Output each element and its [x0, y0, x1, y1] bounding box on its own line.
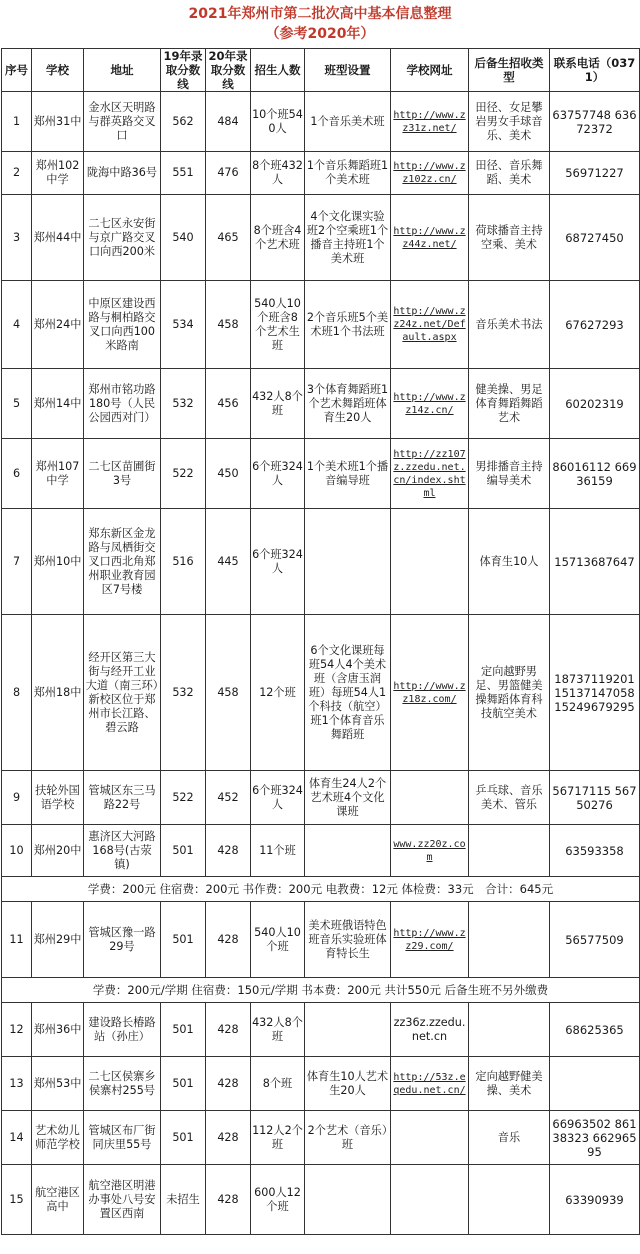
cell-backup: 荷球播音主持空乘、美术 — [469, 195, 550, 281]
cell-phone: 56717115 56750276 — [550, 771, 640, 825]
cell-classes: 1个音乐舞蹈班1个美术班 — [305, 152, 391, 195]
cell-phone: 68727450 — [550, 195, 640, 281]
cell-score19: 未招生 — [161, 1165, 206, 1235]
cell-enroll: 8个班 — [251, 1057, 305, 1111]
cell-score19: 551 — [161, 152, 206, 195]
cell-score20: 428 — [206, 902, 251, 978]
cell-url-link[interactable]: http://www.zz31z.net/ — [391, 92, 469, 152]
cell-phone: 56971227 — [550, 152, 640, 195]
cell-school: 郑州20中 — [32, 825, 84, 877]
table-row — [2, 281, 640, 369]
cell-classes — [305, 1003, 391, 1057]
cell-phone: 67627293 — [550, 281, 640, 369]
table-row — [2, 195, 640, 281]
school-info-table — [1, 48, 640, 1235]
table-row — [2, 771, 640, 825]
cell-address: 惠济区大河路168号(古荥镇) — [84, 825, 161, 877]
cell-phone: 63757748 63672372 — [550, 92, 640, 152]
cell-url-link[interactable]: www.zz20z.com — [391, 825, 469, 877]
cell-backup — [469, 1003, 550, 1057]
cell-no: 15 — [2, 1165, 32, 1235]
cell-school: 郑州14中 — [32, 369, 84, 439]
cell-address: 二七区苗圃街3号 — [84, 439, 161, 509]
header-score19: 19年录取分数线 — [161, 49, 206, 92]
table-row — [2, 439, 640, 509]
cell-no: 3 — [2, 195, 32, 281]
cell-school: 郑州102中学 — [32, 152, 84, 195]
cell-school: 郑州24中 — [32, 281, 84, 369]
cell-school: 郑州18中 — [32, 615, 84, 771]
table-row — [2, 1003, 640, 1057]
cell-classes: 体育生24人2个艺术班4个文化课班 — [305, 771, 391, 825]
cell-score20: 428 — [206, 1057, 251, 1111]
cell-backup: 田径、音乐舞蹈、美术 — [469, 152, 550, 195]
cell-backup: 音乐 — [469, 1111, 550, 1165]
cell-url — [391, 1165, 469, 1235]
document-subtitle: （参考2020年） — [265, 26, 375, 42]
table-row — [2, 369, 640, 439]
table-row — [2, 152, 640, 195]
cell-score20: 484 — [206, 92, 251, 152]
fee-row — [2, 877, 640, 902]
cell-backup: 健美操、男足体育舞蹈舞蹈艺术 — [469, 369, 550, 439]
cell-no: 2 — [2, 152, 32, 195]
cell-no: 7 — [2, 509, 32, 615]
cell-address: 金水区天明路与群英路交叉口 — [84, 92, 161, 152]
cell-score20: 445 — [206, 509, 251, 615]
cell-score19: 532 — [161, 369, 206, 439]
cell-phone: 63390939 — [550, 1165, 640, 1235]
table-row — [2, 825, 640, 877]
cell-score19: 501 — [161, 1057, 206, 1111]
cell-score20: 458 — [206, 281, 251, 369]
cell-score20: 428 — [206, 1165, 251, 1235]
cell-enroll: 10个班540人 — [251, 92, 305, 152]
header-phone: 联系电话（0371） — [550, 49, 640, 92]
cell-no: 8 — [2, 615, 32, 771]
cell-enroll: 432人8个班 — [251, 369, 305, 439]
cell-score20: 452 — [206, 771, 251, 825]
cell-phone: 56577509 — [550, 902, 640, 978]
cell-backup: 定向越野男足、男篮健美操舞蹈体育科技航空美术 — [469, 615, 550, 771]
cell-phone: 60202319 — [550, 369, 640, 439]
cell-enroll: 112人2个班 — [251, 1111, 305, 1165]
header-score20: 20年录取分数线 — [206, 49, 251, 92]
fee-note: 学费：200元/学期 住宿费：150元/学期 书本费：200元 共计550元 后备生班不另外缴费 — [2, 978, 640, 1003]
cell-phone: 68625365 — [550, 1003, 640, 1057]
cell-url-link[interactable]: http://53z.eqedu.net.cn/ — [391, 1057, 469, 1111]
cell-no: 6 — [2, 439, 32, 509]
header-school: 学校 — [32, 49, 84, 92]
cell-no: 14 — [2, 1111, 32, 1165]
cell-classes — [305, 509, 391, 615]
cell-address: 航空港区明港办事处八号安置区西南 — [84, 1165, 161, 1235]
cell-url-link[interactable]: http://www.zz29.com/ — [391, 902, 469, 978]
cell-url-link[interactable] — [391, 771, 469, 825]
cell-enroll: 12个班 — [251, 615, 305, 771]
cell-score19: 532 — [161, 615, 206, 771]
table-row — [2, 1165, 640, 1235]
cell-address: 管城区布厂街同庆里55号 — [84, 1111, 161, 1165]
header-address: 地址 — [84, 49, 161, 92]
header-url: 学校网址 — [391, 49, 469, 92]
fee-row — [2, 978, 640, 1003]
cell-score19: 501 — [161, 902, 206, 978]
cell-score20: 428 — [206, 825, 251, 877]
cell-school: 郑州53中 — [32, 1057, 84, 1111]
cell-url-link[interactable]: http://www.zz18z.com/ — [391, 615, 469, 771]
cell-classes: 2个艺术（音乐）班 — [305, 1111, 391, 1165]
cell-score20: 450 — [206, 439, 251, 509]
cell-no: 4 — [2, 281, 32, 369]
cell-classes — [305, 1165, 391, 1235]
table-header-row — [2, 49, 640, 92]
cell-school: 郑州31中 — [32, 92, 84, 152]
cell-enroll: 540人10个班 — [251, 902, 305, 978]
cell-enroll: 6个班324人 — [251, 771, 305, 825]
cell-backup: 乒乓球、音乐美术、管乐 — [469, 771, 550, 825]
cell-enroll: 8个班含4个艺术班 — [251, 195, 305, 281]
cell-school: 扶轮外国语学校 — [32, 771, 84, 825]
cell-url-link[interactable] — [391, 509, 469, 615]
cell-backup — [469, 902, 550, 978]
cell-school: 郑州44中 — [32, 195, 84, 281]
cell-phone — [550, 1057, 640, 1111]
cell-url-link[interactable]: http://www.zz102z.cn/ — [391, 152, 469, 195]
cell-url-link[interactable]: http://www.zz14z.cn/ — [391, 369, 469, 439]
table-row — [2, 509, 640, 615]
table-row — [2, 92, 640, 152]
cell-no: 12 — [2, 1003, 32, 1057]
cell-no: 9 — [2, 771, 32, 825]
cell-enroll: 432人8个班 — [251, 1003, 305, 1057]
cell-no: 10 — [2, 825, 32, 877]
cell-school: 航空港区高中 — [32, 1165, 84, 1235]
cell-no: 13 — [2, 1057, 32, 1111]
cell-url-link[interactable]: http://www.zz44z.net/ — [391, 195, 469, 281]
cell-enroll: 11个班 — [251, 825, 305, 877]
cell-score19: 534 — [161, 281, 206, 369]
header-no: 序号 — [2, 49, 32, 92]
cell-phone: 18737119201 15137147058 15249679295 — [550, 615, 640, 771]
cell-no: 5 — [2, 369, 32, 439]
cell-address: 二七区侯寨乡侯寨村255号 — [84, 1057, 161, 1111]
cell-score20: 458 — [206, 615, 251, 771]
cell-score19: 516 — [161, 509, 206, 615]
cell-score19: 522 — [161, 439, 206, 509]
cell-url-link[interactable]: http://zz107z.zzedu.net.cn/index.shtml — [391, 439, 469, 509]
cell-score19: 540 — [161, 195, 206, 281]
cell-school: 郑州36中 — [32, 1003, 84, 1057]
cell-classes: 4个文化课实验班2个空乘班1个播音主持班1个美术班 — [305, 195, 391, 281]
header-enroll: 招生人数 — [251, 49, 305, 92]
cell-address: 经开区第三大街与经开工业大道（南三环）新校区位于郑州市长江路、碧云路 — [84, 615, 161, 771]
cell-address: 二七区永安街与京广路交叉口向西200米 — [84, 195, 161, 281]
cell-score20: 456 — [206, 369, 251, 439]
cell-backup: 男排播音主持编导美术 — [469, 439, 550, 509]
cell-backup: 田径、女足攀岩男女手球音乐、美术 — [469, 92, 550, 152]
cell-phone: 15713687647 — [550, 509, 640, 615]
cell-url: zz36z.zzedu.net.cn — [391, 1003, 469, 1057]
cell-school: 郑州107中学 — [32, 439, 84, 509]
cell-score19: 522 — [161, 771, 206, 825]
cell-no: 11 — [2, 902, 32, 978]
cell-no: 1 — [2, 92, 32, 152]
header-backup: 后备生招收类型 — [469, 49, 550, 92]
cell-address: 管城区豫一路29号 — [84, 902, 161, 978]
table-row — [2, 902, 640, 978]
cell-enroll: 6个班324人 — [251, 439, 305, 509]
cell-backup: 体育生10人 — [469, 509, 550, 615]
cell-backup — [469, 1165, 550, 1235]
cell-score20: 428 — [206, 1003, 251, 1057]
cell-score19: 501 — [161, 1003, 206, 1057]
cell-address: 管城区东三马路22号 — [84, 771, 161, 825]
cell-enroll: 600人12个班 — [251, 1165, 305, 1235]
cell-score20: 465 — [206, 195, 251, 281]
cell-classes: 1个音乐美术班 — [305, 92, 391, 152]
cell-phone: 63593358 — [550, 825, 640, 877]
cell-address: 建设路长椿路站（孙庄） — [84, 1003, 161, 1057]
cell-classes: 美术班俄语特色班音乐实验班体育特长生 — [305, 902, 391, 978]
cell-classes — [305, 825, 391, 877]
cell-phone: 86016112 66936159 — [550, 439, 640, 509]
cell-classes: 1个美术班1个播音编导班 — [305, 439, 391, 509]
cell-enroll: 6个班324人 — [251, 509, 305, 615]
cell-score19: 501 — [161, 825, 206, 877]
cell-address: 郑州市铭功路180号（人民公园西对门） — [84, 369, 161, 439]
document-title: 2021年郑州市第二批次高中基本信息整理 — [188, 6, 452, 22]
cell-address: 陇海中路36号 — [84, 152, 161, 195]
cell-classes: 3个体育舞蹈班1个艺术舞蹈班体育生20人 — [305, 369, 391, 439]
cell-url — [391, 1111, 469, 1165]
cell-school: 郑州10中 — [32, 509, 84, 615]
cell-score20: 476 — [206, 152, 251, 195]
cell-classes: 体育生10人艺术生20人 — [305, 1057, 391, 1111]
cell-enroll: 540人10个班含8个艺术生班 — [251, 281, 305, 369]
cell-backup — [469, 825, 550, 877]
cell-score19: 562 — [161, 92, 206, 152]
header-classes: 班型设置 — [305, 49, 391, 92]
cell-classes: 2个音乐班5个美术班1个书法班 — [305, 281, 391, 369]
cell-score20: 428 — [206, 1111, 251, 1165]
cell-backup: 音乐美术书法 — [469, 281, 550, 369]
cell-backup: 定向越野健美操、美术 — [469, 1057, 550, 1111]
cell-school: 郑州29中 — [32, 902, 84, 978]
cell-address: 郑东新区金龙路与凤栖街交叉口西北角郑州职业教育园区7号楼 — [84, 509, 161, 615]
cell-url-link[interactable]: http://www.zz24z.net/Default.aspx — [391, 281, 469, 369]
table-row — [2, 615, 640, 771]
fee-note: 学费：200元 住宿费：200元 书作费：200元 电教费：12元 体检费：33元 合计：645元 — [2, 877, 640, 902]
cell-school: 艺术幼儿师范学校 — [32, 1111, 84, 1165]
cell-enroll: 8个班432人 — [251, 152, 305, 195]
cell-phone: 66963502 86138323 66296595 — [550, 1111, 640, 1165]
cell-classes: 6个文化课班每班54人4个美术班（含唐玉润班）每班54人1个科技（航空）班1个体育音乐舞蹈班 — [305, 615, 391, 771]
table-row — [2, 1111, 640, 1165]
table-row — [2, 1057, 640, 1111]
cell-address: 中原区建设西路与桐柏路交叉口向西100米路南 — [84, 281, 161, 369]
cell-score19: 501 — [161, 1111, 206, 1165]
